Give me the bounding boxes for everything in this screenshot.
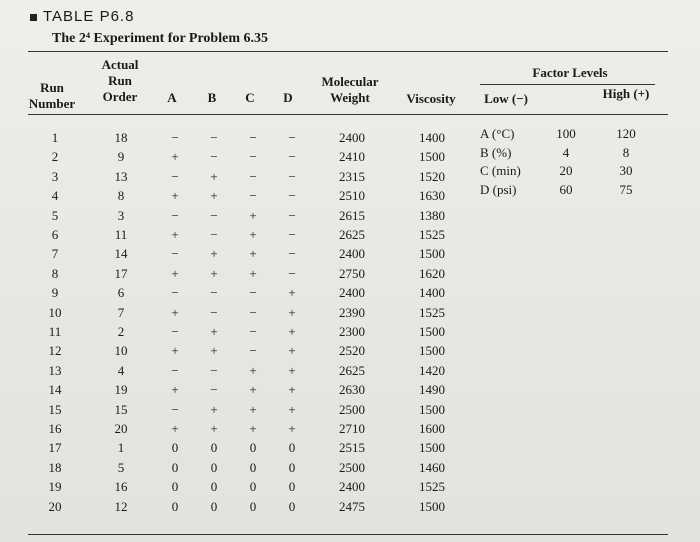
cell-factor-c: + <box>249 382 257 398</box>
cell-run-order: 18 <box>114 130 128 145</box>
cell-run-number: 14 <box>48 382 62 398</box>
cell-factor-b: + <box>210 343 218 359</box>
cell-run-number: 7 <box>51 246 59 262</box>
cell-viscosity: 1525 <box>419 479 445 495</box>
cell-run-order: 19 <box>114 382 128 398</box>
cell-run-number: 10 <box>48 304 62 320</box>
cell-factor-d: + <box>288 304 296 320</box>
cell-factor-a: + <box>171 227 179 242</box>
cell-molecular-weight: 2400 <box>339 130 365 145</box>
cell-factor-c: 0 <box>249 479 257 495</box>
cell-molecular-weight: 2625 <box>339 362 365 378</box>
cell-run-number: 18 <box>48 459 62 475</box>
cell-factor-b: + <box>210 324 218 339</box>
cell-factor-b: − <box>210 149 218 165</box>
cell-factor-d: − <box>288 265 296 281</box>
cell-run-order: 4 <box>117 362 125 378</box>
header-rule <box>28 114 668 115</box>
cell-factor-b: 0 <box>210 479 218 495</box>
cell-run-order: 13 <box>114 168 128 184</box>
cell-molecular-weight: 2510 <box>339 188 365 204</box>
cell-factor-a: 0 <box>171 479 179 495</box>
header-low: Low (−) <box>484 91 528 106</box>
top-rule <box>28 51 668 52</box>
cell-viscosity: 1400 <box>419 285 445 301</box>
header-viscosity: Viscosity <box>406 91 456 106</box>
cell-run-number: 5 <box>51 207 59 223</box>
cell-factor-b: − <box>210 130 218 145</box>
cell-factor-a: + <box>171 421 179 436</box>
cell-factor-c: + <box>249 362 257 378</box>
header-molecular-weight: Molecular Weight <box>321 74 379 105</box>
cell-run-order: 5 <box>117 459 125 475</box>
cell-factor-b: − <box>210 362 218 378</box>
cell-molecular-weight: 2515 <box>339 440 365 456</box>
table-tag-text: TABLE P6.8 <box>43 8 135 25</box>
cell-factor-d: + <box>288 362 296 378</box>
cell-molecular-weight: 2400 <box>339 246 365 262</box>
cell-factor-b: 0 <box>210 440 218 456</box>
cell-factor-c: + <box>249 227 257 242</box>
cell-factor-b: 0 <box>210 498 218 514</box>
cell-viscosity: 1420 <box>419 362 445 378</box>
bottom-rule <box>28 534 668 535</box>
cell-factor-c: + <box>249 421 257 436</box>
cell-factor-c: − <box>249 188 257 204</box>
cell-viscosity: 1600 <box>419 421 445 436</box>
cell-factor-b: + <box>210 246 218 262</box>
cell-run-order: 16 <box>114 479 128 495</box>
factor-low-level: 100 <box>556 126 576 141</box>
cell-factor-b: − <box>210 227 218 242</box>
cell-run-order: 8 <box>117 188 125 204</box>
factor-levels-rule <box>480 84 655 85</box>
cell-factor-d: − <box>288 149 296 165</box>
cell-viscosity: 1380 <box>419 207 445 223</box>
cell-factor-b: − <box>210 207 218 223</box>
cell-run-order: 7 <box>117 304 125 320</box>
cell-run-order: 9 <box>117 149 125 165</box>
cell-factor-a: − <box>171 168 179 184</box>
cell-factor-b: + <box>210 188 218 204</box>
cell-factor-c: 0 <box>249 498 257 514</box>
cell-molecular-weight: 2410 <box>339 149 365 165</box>
cell-molecular-weight: 2500 <box>339 401 365 417</box>
cell-viscosity: 1520 <box>419 168 445 184</box>
cell-factor-d: 0 <box>288 479 296 495</box>
cell-run-number: 8 <box>51 265 59 281</box>
cell-factor-b: + <box>210 168 218 184</box>
bullet-square-icon <box>30 14 37 21</box>
cell-run-number: 4 <box>51 188 59 204</box>
cell-factor-c: 0 <box>249 440 257 456</box>
cell-factor-c: 0 <box>249 459 257 475</box>
cell-factor-a: − <box>171 246 179 262</box>
cell-factor-d: + <box>288 324 296 339</box>
cell-molecular-weight: 2750 <box>339 265 365 281</box>
factor-name: D (psi) <box>480 181 517 197</box>
cell-factor-d: 0 <box>288 440 296 456</box>
cell-factor-a: − <box>171 285 179 301</box>
cell-viscosity: 1525 <box>419 304 445 320</box>
cell-run-number: 9 <box>51 285 59 301</box>
factor-name: C (min) <box>480 163 521 178</box>
cell-run-number: 16 <box>48 421 62 436</box>
cell-viscosity: 1500 <box>419 246 445 262</box>
cell-factor-a: 0 <box>171 459 179 475</box>
cell-run-order: 15 <box>114 401 128 417</box>
header-d: D <box>283 90 293 105</box>
factor-name: B (%) <box>480 144 512 160</box>
cell-factor-a: 0 <box>171 498 179 514</box>
factor-name: A (°C) <box>480 126 515 141</box>
cell-viscosity: 1490 <box>419 382 445 398</box>
cell-factor-a: − <box>171 130 179 145</box>
cell-factor-b: + <box>210 265 218 281</box>
factor-low-level: 60 <box>559 181 573 197</box>
cell-run-order: 14 <box>114 246 128 262</box>
cell-run-order: 2 <box>117 324 125 339</box>
cell-factor-d: − <box>288 227 296 242</box>
cell-molecular-weight: 2630 <box>339 382 365 398</box>
cell-factor-d: − <box>288 188 296 204</box>
cell-factor-c: − <box>249 130 257 145</box>
cell-run-number: 15 <box>48 401 62 417</box>
cell-molecular-weight: 2475 <box>339 498 365 514</box>
cell-molecular-weight: 2625 <box>339 227 365 242</box>
cell-run-number: 17 <box>48 440 62 456</box>
cell-viscosity: 1525 <box>419 227 445 242</box>
cell-run-order: 10 <box>114 343 128 359</box>
header-factor-levels: Factor Levels <box>532 65 608 80</box>
cell-run-order: 11 <box>114 227 128 242</box>
factor-high-level: 75 <box>619 181 633 197</box>
header-high: High (+) <box>602 86 650 101</box>
cell-factor-d: + <box>288 382 296 398</box>
cell-run-order: 6 <box>117 285 125 301</box>
cell-factor-c: − <box>249 324 257 339</box>
cell-viscosity: 1620 <box>419 265 445 281</box>
cell-molecular-weight: 2315 <box>339 168 365 184</box>
cell-run-order: 1 <box>117 440 125 456</box>
cell-viscosity: 1400 <box>419 130 445 145</box>
cell-factor-b: + <box>210 421 218 436</box>
cell-factor-a: + <box>171 188 179 204</box>
cell-run-order: 12 <box>114 498 128 514</box>
cell-viscosity: 1500 <box>419 401 445 417</box>
cell-factor-a: + <box>171 265 179 281</box>
cell-molecular-weight: 2710 <box>339 421 365 436</box>
cell-factor-d: − <box>288 207 296 223</box>
cell-run-number: 13 <box>48 362 62 378</box>
header-b: B <box>207 90 217 105</box>
cell-factor-c: + <box>249 265 257 281</box>
factor-high-level: 30 <box>619 163 633 178</box>
cell-factor-c: − <box>249 149 257 165</box>
cell-factor-a: + <box>171 304 179 320</box>
cell-factor-b: − <box>210 304 218 320</box>
cell-run-number: 20 <box>48 498 62 514</box>
cell-factor-c: + <box>249 246 257 262</box>
cell-factor-b: + <box>210 401 218 417</box>
cell-viscosity: 1500 <box>419 149 445 165</box>
cell-factor-b: 0 <box>210 459 218 475</box>
cell-factor-d: − <box>288 246 296 262</box>
cell-run-number: 11 <box>48 324 62 339</box>
cell-run-number: 6 <box>51 227 59 242</box>
cell-run-number: 3 <box>51 168 59 184</box>
cell-run-number: 1 <box>51 130 59 145</box>
cell-molecular-weight: 2615 <box>339 207 365 223</box>
cell-molecular-weight: 2400 <box>339 285 365 301</box>
cell-run-number: 2 <box>51 149 59 165</box>
cell-factor-b: − <box>210 285 218 301</box>
cell-factor-c: − <box>249 343 257 359</box>
cell-molecular-weight: 2300 <box>339 324 365 339</box>
cell-factor-b: − <box>210 382 218 398</box>
cell-factor-c: − <box>249 168 257 184</box>
cell-factor-a: − <box>171 401 179 417</box>
cell-factor-d: − <box>288 130 296 145</box>
cell-factor-d: 0 <box>288 498 296 514</box>
cell-factor-a: 0 <box>171 440 179 456</box>
cell-molecular-weight: 2390 <box>339 304 365 320</box>
cell-factor-c: − <box>249 285 257 301</box>
header-c: C <box>245 90 255 105</box>
cell-factor-c: + <box>249 207 257 223</box>
factor-high-level: 8 <box>622 144 630 160</box>
cell-run-number: 19 <box>48 479 62 495</box>
cell-factor-a: + <box>171 382 179 398</box>
cell-run-order: 3 <box>117 207 125 223</box>
cell-run-number: 12 <box>48 343 62 359</box>
cell-factor-c: − <box>249 304 257 320</box>
cell-viscosity: 1500 <box>419 343 445 359</box>
cell-factor-a: − <box>171 362 179 378</box>
cell-viscosity: 1500 <box>419 324 445 339</box>
factor-low-level: 20 <box>559 163 573 178</box>
header-actual-run-order: Actual Run Order <box>101 57 139 104</box>
cell-molecular-weight: 2400 <box>339 479 365 495</box>
table-tag <box>30 8 134 25</box>
cell-factor-d: + <box>288 285 296 301</box>
cell-molecular-weight: 2520 <box>339 343 365 359</box>
cell-run-order: 20 <box>114 421 128 436</box>
cell-factor-c: + <box>249 401 257 417</box>
cell-factor-a: + <box>171 149 179 165</box>
cell-factor-a: − <box>171 207 179 223</box>
cell-factor-d: + <box>288 401 296 417</box>
cell-factor-d: + <box>288 421 296 436</box>
header-run-number: Run Number <box>28 80 76 111</box>
cell-factor-d: 0 <box>288 459 296 475</box>
cell-factor-a: + <box>171 343 179 359</box>
cell-factor-d: + <box>288 343 296 359</box>
cell-factor-a: − <box>171 324 179 339</box>
cell-viscosity: 1500 <box>419 498 445 514</box>
factor-low-level: 4 <box>562 144 570 160</box>
cell-viscosity: 1460 <box>419 459 445 475</box>
cell-viscosity: 1500 <box>419 440 445 456</box>
cell-factor-d: − <box>288 168 296 184</box>
cell-viscosity: 1630 <box>419 188 445 204</box>
table-subtitle: The 2⁴ Experiment for Problem 6.35 <box>52 31 268 46</box>
cell-run-order: 17 <box>114 265 128 281</box>
header-a: A <box>167 90 177 105</box>
cell-molecular-weight: 2500 <box>339 459 365 475</box>
factor-high-level: 120 <box>616 126 636 141</box>
